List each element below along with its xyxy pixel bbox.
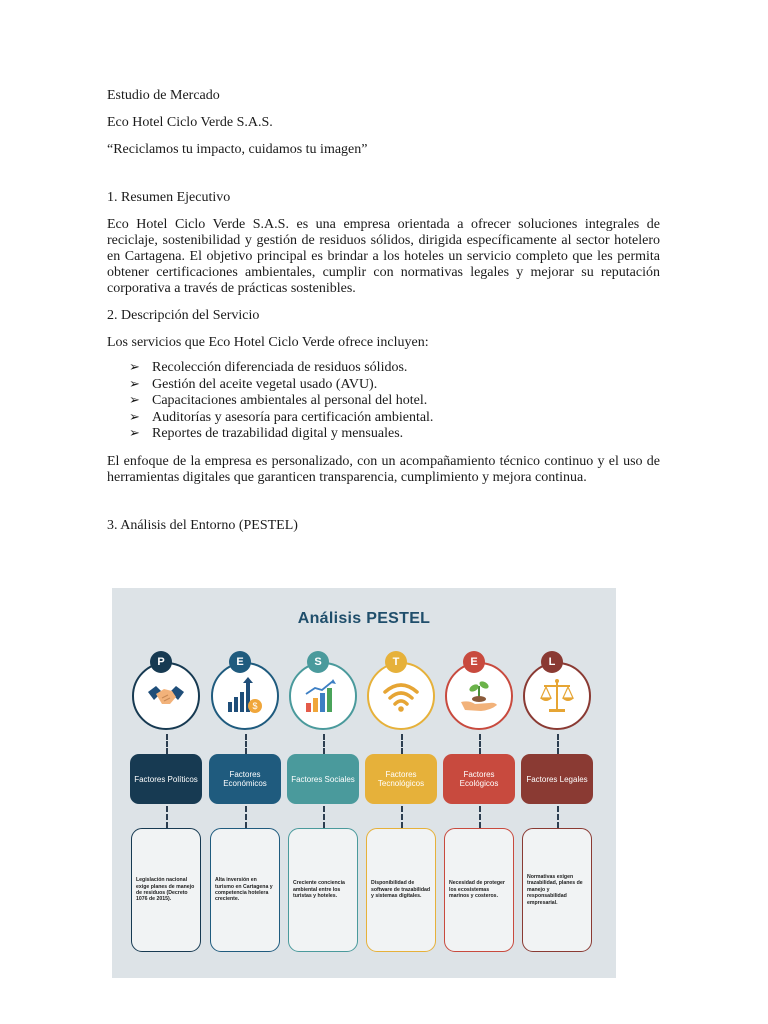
connector-line: [557, 734, 559, 754]
pestel-letter-badge: E: [229, 651, 251, 673]
section-2-intro: Los servicios que Eco Hotel Ciclo Verde ofrece incluyen:: [107, 335, 429, 350]
pestel-column-legal: [521, 588, 599, 978]
pestel-letter-badge: E: [463, 651, 485, 673]
factor-label: Factores Ecológicos: [443, 754, 515, 804]
arrow-bullet-icon: ➢: [129, 409, 140, 425]
section-heading-1: 1. Resumen Ejecutivo: [107, 190, 231, 205]
pestel-letter-badge: P: [150, 651, 172, 673]
list-item: ➢ Auditorías y asesoría para certificación ambiental.: [129, 409, 434, 425]
section-1-body: Eco Hotel Ciclo Verde S.A.S. es una empresa orientada a ofrecer soluciones integrales de reciclaje, sostenibilidad y gestión de residuos sólidos, dirigida específicamente al sector hotelero en Cartagena. El objetivo principal es brindar a los hoteles un servicio completo que les permita obtener certificaciones ambientales, cumplir con normativas legales y mejorar su reputación corporativa a través de prácticas sostenibles.: [107, 217, 660, 296]
pestel-letter-badge: T: [385, 651, 407, 673]
pestel-column-economic: [209, 588, 287, 978]
pestel-column-social: [287, 588, 365, 978]
factor-label: Factores Legales: [521, 754, 593, 804]
section-2-closing: El enfoque de la empresa es personalizado, con un acompañamiento técnico continuo y el uso de herramientas digitales que garanticen transparencia, cumplimiento y mejora continua.: [107, 453, 660, 485]
services-list: [129, 360, 660, 443]
pestel-letter-badge: S: [307, 651, 329, 673]
arrow-bullet-icon: ➢: [129, 426, 140, 441]
document-body: [107, 88, 660, 534]
pestel-column-ecological: [443, 588, 521, 978]
pestel-letter-badge: L: [541, 651, 563, 673]
factor-description-card: Alta inversión en turismo en Cartagena y competencia hotelera creciente.: [210, 828, 280, 952]
pestel-icon-circle: [289, 662, 357, 730]
factor-label: Factores Económicos: [209, 754, 281, 804]
connector-line: [479, 806, 481, 828]
pestel-icon-circle: [132, 662, 200, 730]
connector-line: [245, 734, 247, 754]
factor-label: Factores Tecnológicos: [365, 754, 437, 804]
connector-line: [479, 734, 481, 754]
section-heading-2: 2. Descripción del Servicio: [107, 308, 260, 323]
list-item: ➢ Reportes de trazabilidad digital y mensuales.: [129, 426, 404, 441]
handshake-icon: [146, 676, 186, 716]
pestel-title: Análisis PESTEL: [297, 610, 431, 627]
connector-line: [245, 806, 247, 828]
svg-text:$: $: [252, 701, 258, 711]
factor-description-card: Necesidad de proteger los ecosistemas marinos y costeros.: [444, 828, 514, 952]
arrow-bullet-icon: ➢: [129, 376, 140, 392]
section-heading-3: 3. Análisis del Entorno (PESTEL): [107, 517, 298, 533]
connector-line: [557, 806, 559, 828]
connector-line: [401, 734, 403, 754]
doc-subtitle: Estudio de Mercado: [107, 88, 220, 103]
scales-of-justice-icon: [537, 676, 577, 716]
list-item: ➢ Recolección diferenciada de residuos sólidos.: [129, 360, 408, 375]
wifi-icon: [381, 676, 421, 716]
arrow-bullet-icon: ➢: [129, 360, 140, 375]
bar-chart-icon: [303, 676, 343, 716]
connector-line: [166, 806, 168, 828]
connector-line: [323, 734, 325, 754]
connector-line: [401, 806, 403, 828]
company-slogan: “Reciclamos tu impacto, cuidamos tu imagen”: [107, 142, 368, 157]
factor-label: Factores Políticos: [130, 754, 202, 804]
connector-line: [323, 806, 325, 828]
pestel-icon-circle: [445, 662, 513, 730]
connector-line: [166, 734, 168, 754]
factor-description-card: Normativas exigen trazabilidad, planes de manejo y responsabilidad empresarial.: [522, 828, 592, 952]
plant-in-hand-icon: [459, 676, 499, 716]
pestel-icon-circle: [367, 662, 435, 730]
pestel-infographic: [112, 588, 616, 978]
factor-label: Factores Sociales: [287, 754, 359, 804]
factor-description-card: Creciente conciencia ambiental entre los turistas y hoteles.: [288, 828, 358, 952]
pestel-column-political: [130, 588, 208, 978]
pestel-icon-circle: [523, 662, 591, 730]
company-name: Eco Hotel Ciclo Verde S.A.S.: [107, 115, 273, 130]
arrow-bullet-icon: ➢: [129, 393, 140, 408]
pestel-column-technological: [365, 588, 443, 978]
list-item: ➢ Capacitaciones ambientales al personal del hotel.: [129, 393, 428, 408]
growth-chart-coin-icon: [225, 676, 265, 716]
pestel-icon-circle: [211, 662, 279, 730]
list-item: ➢ Gestión del aceite vegetal usado (AVU).: [129, 376, 378, 392]
factor-description-card: Disponibilidad de software de trazabilidad y sistemas digitales.: [366, 828, 436, 952]
factor-description-card: Legislación nacional exige planes de manejo de residuos (Decreto 1076 de 2015).: [131, 828, 201, 952]
